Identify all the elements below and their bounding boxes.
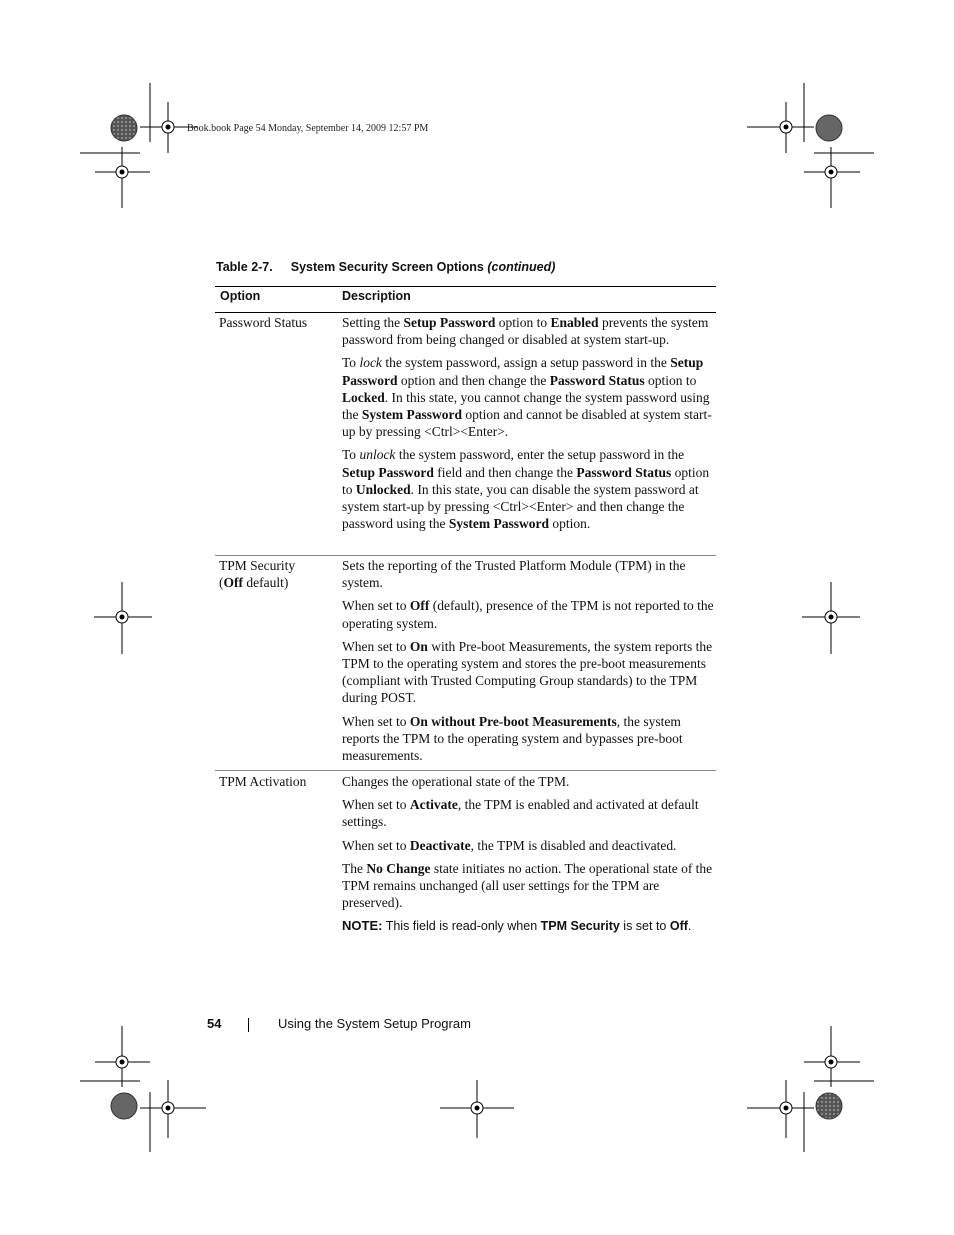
text-run: , the TPM is disabled and deactivated. <box>470 837 677 853</box>
text-run: Locked <box>342 389 385 405</box>
description-paragraph <box>342 638 714 707</box>
description-paragraph <box>342 713 714 765</box>
text-run: When set to <box>342 837 410 853</box>
table-continued: (continued) <box>487 260 556 274</box>
option-tpm-activation <box>219 773 334 790</box>
text-run: Password Status <box>576 464 672 480</box>
text-run: Off <box>669 919 688 934</box>
description-paragraph <box>342 314 714 348</box>
text-run: option to <box>342 464 710 497</box>
text-run: unlock <box>359 447 396 463</box>
text-run: Activate <box>409 797 458 813</box>
option-label: TPM Activation <box>219 774 307 789</box>
text-run: option to <box>495 315 551 330</box>
text-run: When set to <box>342 797 410 813</box>
table-top-rule <box>215 286 716 287</box>
text-run: the system password, enter the setup password in the <box>395 447 685 463</box>
text-run: When set to <box>342 713 410 729</box>
description-tpm-activation <box>342 773 714 942</box>
note <box>342 917 714 935</box>
description-paragraph <box>342 557 714 591</box>
text-run: option and then change the <box>397 372 550 388</box>
text-run: Setup Password <box>403 315 496 330</box>
text-run: Sets the reporting of the Trusted Platform Module (TPM) in the system. <box>342 558 686 591</box>
text-run: Setup Password <box>342 355 704 388</box>
option-label: Password Status <box>219 315 308 330</box>
text-run: This field is read-only when <box>382 919 541 934</box>
text-run: On <box>409 638 428 654</box>
header-rule <box>215 312 716 313</box>
note-label: NOTE: <box>342 918 383 934</box>
text-run: To <box>342 447 360 463</box>
description-paragraph <box>342 837 714 854</box>
text-run: The <box>342 860 367 876</box>
text-run: is set to <box>619 919 670 934</box>
text-run: To <box>342 355 360 371</box>
text-run: System Password <box>448 516 549 532</box>
text-run: On without Pre-boot Measurements <box>409 713 617 729</box>
text-run: field and then change the <box>433 464 577 480</box>
text-run: No Change <box>366 860 431 876</box>
text-run: , the system reports the TPM to the operating system and bypasses pre-boot measurements. <box>342 713 683 764</box>
option-tpm-security <box>219 557 334 591</box>
text-run: option and cannot be disabled at system start-up by pressing <Ctrl><Enter>. <box>342 407 712 440</box>
running-footer-title: Using the System Setup Program <box>278 1016 471 1031</box>
text-run: . In this state, you can disable the system password at system start-up by pressing <Ctrl><Enter> and then change the password using the <box>342 481 699 532</box>
text-run: Password Status <box>549 372 645 388</box>
table-number: Table 2-7. <box>216 260 273 274</box>
text-run: Changes the operational state of the TPM. <box>342 774 570 789</box>
text-run: When set to <box>342 638 410 654</box>
description-paragraph <box>342 354 714 440</box>
description-paragraph <box>342 796 714 830</box>
text-run: option to <box>644 372 697 388</box>
text-run: When set to <box>342 598 410 614</box>
text-run: Deactivate <box>409 837 471 853</box>
row-divider <box>215 555 716 556</box>
table-title: System Security Screen Options <box>290 260 484 274</box>
footer-divider <box>248 1018 249 1032</box>
text-run: Enabled <box>550 315 599 330</box>
text-run: TPM Security <box>540 919 620 934</box>
option-password-status <box>219 314 334 331</box>
text-run: , the TPM is enabled and activated at default settings. <box>342 797 699 830</box>
description-password-status <box>342 314 714 538</box>
description-tpm-security <box>342 557 714 770</box>
print-slug: Book.book Page 54 Monday, September 14, 2009 12:57 PM <box>187 123 429 134</box>
page-number: 54 <box>207 1016 222 1031</box>
option-default-note <box>219 574 334 591</box>
text-run: (default), presence of the TPM is not reported to the operating system. <box>342 598 714 631</box>
text-run: option. <box>549 516 591 532</box>
description-paragraph <box>342 773 714 790</box>
text-run: Unlocked <box>355 481 411 497</box>
text-run: . <box>687 919 692 934</box>
text-run: System Password <box>361 407 462 423</box>
text-run: . In this state, you cannot change the system password using the <box>342 389 710 423</box>
text-run: ( <box>219 575 224 591</box>
text-run: Off <box>409 598 430 614</box>
column-header-description: Description <box>342 289 411 303</box>
description-paragraph <box>342 860 714 912</box>
table-caption <box>216 260 555 274</box>
description-paragraph <box>342 597 714 631</box>
text-run: with Pre-boot Measurements, the system reports the TPM to the operating system and stores the pre-boot measurements (compliant with Trusted Computing Group standards) to the TPM during POST. <box>342 638 713 706</box>
column-header-option: Option <box>220 289 261 303</box>
text-run: prevents the system password from being changed or disabled at system start-up. <box>342 315 709 348</box>
row-divider <box>215 770 716 771</box>
text-run: lock <box>359 355 382 371</box>
text-run: Setup Password <box>342 464 434 480</box>
text-run: the system password, assign a setup password in the <box>381 355 671 371</box>
text-run: state initiates no action. The operational state of the TPM remains unchanged (all user settings for the TPM are preserved). <box>342 860 713 911</box>
text-run: Setting the <box>342 315 404 330</box>
option-label: TPM Security <box>219 558 296 573</box>
text-run: default) <box>243 575 289 591</box>
text-run: Off <box>223 575 243 591</box>
description-paragraph <box>342 446 714 532</box>
